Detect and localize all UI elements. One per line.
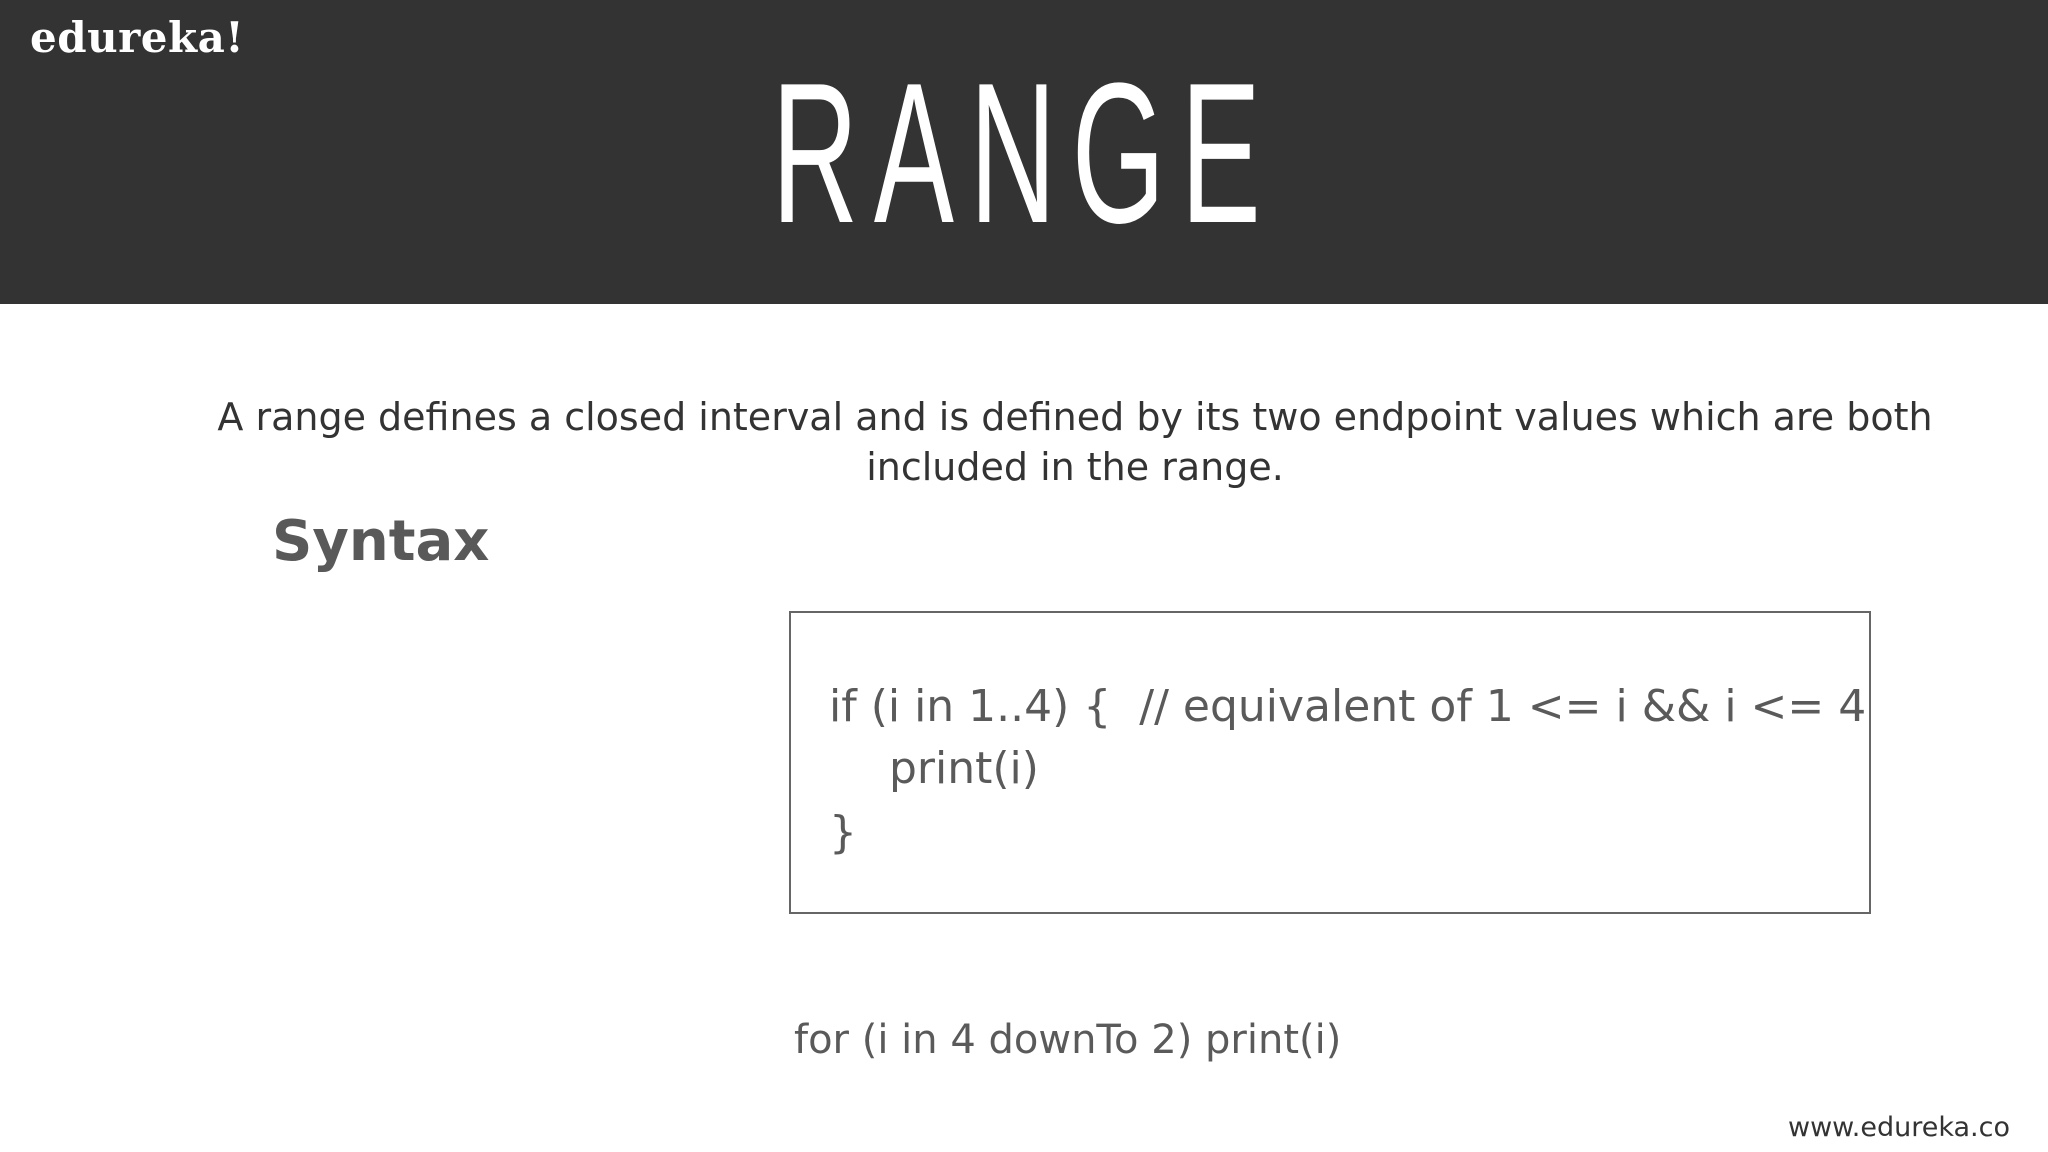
- slide-title: RANGE: [771, 42, 1277, 265]
- edureka-logo: edureka!: [30, 13, 245, 62]
- downto-example: for (i in 4 downTo 2) print(i): [794, 1017, 1342, 1063]
- code-line-print: print(i): [889, 743, 1039, 794]
- code-line-if: if (i in 1..4) { // equivalent of 1 <= i && i <= 4: [829, 681, 1867, 732]
- footer-url: www.edureka.co: [1788, 1112, 2010, 1143]
- range-description: A range defines a closed interval and is defined by its two endpoint values which are both included in the range.: [217, 395, 1933, 489]
- code-snippet-box: [789, 611, 1871, 914]
- title-banner: [0, 0, 2048, 304]
- code-line-close-brace: }: [829, 807, 857, 858]
- syntax-heading: Syntax: [272, 509, 490, 574]
